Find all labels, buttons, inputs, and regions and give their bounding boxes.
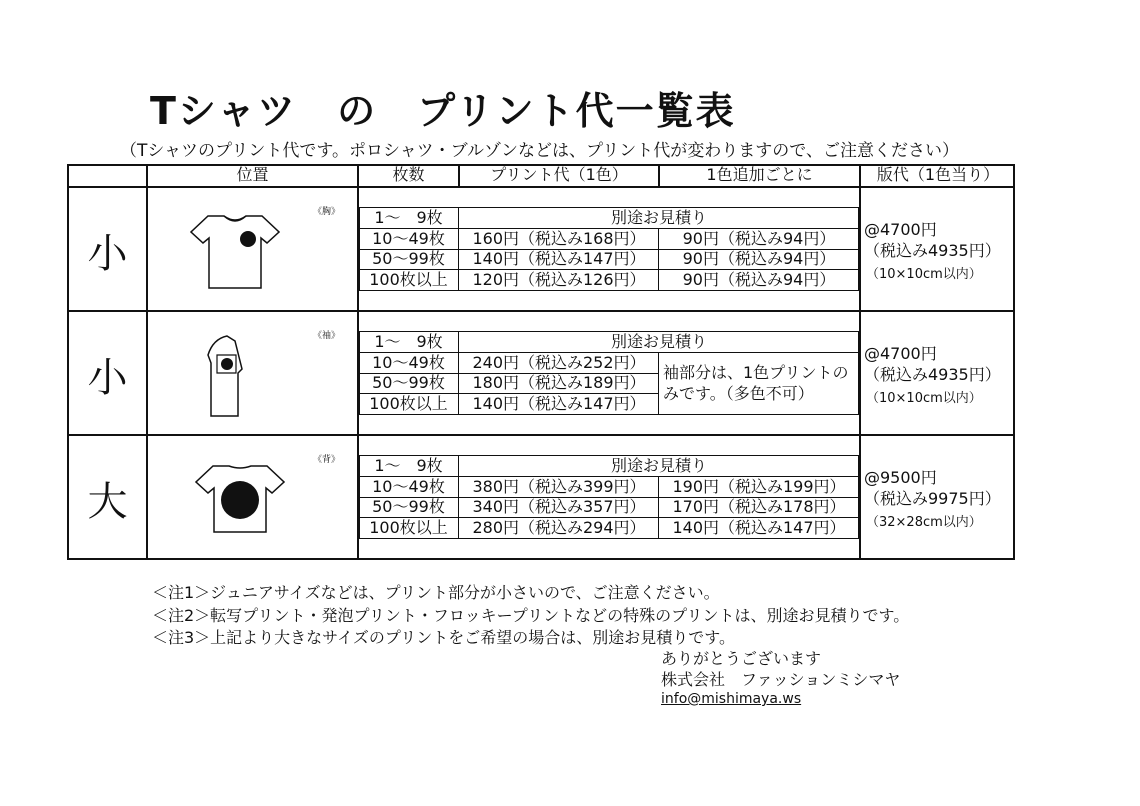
plate-price-tax: （税込み4935円） [864, 365, 1001, 384]
additional-cell: 90円（税込み94円） [682, 249, 836, 268]
estimate-cell: 別途お見積り [610, 456, 707, 475]
qty-cell: 10～49枚 [372, 353, 445, 372]
qty-cell: 100枚以上 [369, 518, 448, 537]
qty-cell: 1～ 9枚 [374, 456, 443, 475]
additional-cell: 90円（税込み94円） [682, 229, 836, 248]
document-subtitle: （Tシャツのプリント代です。ポロシャツ・ブルゾンなどは、プリント代が変わりますので、ご注意ください） [120, 141, 959, 161]
price-cell: 140円（税込み147円） [472, 394, 646, 413]
email-link[interactable]: info@mishimaya.ws [661, 691, 802, 707]
header-print-fee: プリント代（1色） [490, 165, 628, 184]
document-title: Tシャツ の プリント代一覧表 [150, 89, 736, 133]
price-cell: 380円（税込み399円） [472, 477, 646, 496]
price-cell: 120円（税込み126円） [472, 270, 646, 289]
additional-cell: 190円（税込み199円） [672, 477, 846, 496]
position-label: 《袖》 [313, 331, 341, 341]
price-cell: 340円（税込み357円） [472, 497, 646, 516]
header-quantity: 枚数 [392, 165, 425, 184]
estimate-cell: 別途お見積り [610, 332, 707, 351]
price-cell: 140円（税込み147円） [472, 249, 646, 268]
header-position: 位置 [236, 165, 269, 184]
section-size-label: 小 [87, 231, 128, 277]
qty-cell: 1～ 9枚 [374, 208, 443, 227]
plate-size: （10×10cm以内） [866, 267, 982, 282]
additional-cell: 140円（税込み147円） [672, 518, 846, 537]
plate-price: @4700円 [864, 344, 937, 363]
qty-cell: 1～ 9枚 [374, 332, 443, 351]
header-plate-fee: 版代（1色当り） [876, 165, 1000, 184]
price-cell: 280円（税込み294円） [472, 518, 646, 537]
header-additional-color: 1色追加ごとに [706, 165, 813, 184]
thanks-text: ありがとうございます [661, 649, 822, 668]
qty-cell: 50～99枚 [372, 249, 445, 268]
qty-cell: 50～99枚 [372, 373, 445, 392]
qty-cell: 100枚以上 [369, 394, 448, 413]
plate-size: （32×28cm以内） [866, 515, 982, 530]
additional-cell: 170円（税込み178円） [672, 497, 846, 516]
plate-price: @4700円 [864, 220, 937, 239]
plate-price-tax: （税込み9975円） [864, 489, 1001, 508]
plate-price-tax: （税込み4935円） [864, 241, 1001, 260]
plate-size: （10×10cm以内） [866, 391, 982, 406]
note-3: ＜注3＞上記より大きなサイズのプリントをご希望の場合は、別途お見積りです。 [152, 628, 735, 647]
additional-cell: 90円（税込み94円） [682, 270, 836, 289]
estimate-cell: 別途お見積り [610, 208, 707, 227]
plate-price: @9500円 [864, 468, 937, 487]
tshirt-side-sleeve-icon [205, 333, 245, 419]
section-size-label: 小 [87, 355, 128, 401]
price-cell: 160円（税込み168円） [472, 229, 646, 248]
qty-cell: 100枚以上 [369, 270, 448, 289]
tshirt-back-icon [195, 462, 285, 536]
price-cell: 180円（税込み189円） [472, 373, 646, 392]
tshirt-front-chest-icon [190, 212, 280, 292]
qty-cell: 10～49枚 [372, 477, 445, 496]
sleeve-note: 袖部分は、1色プリントのみです。（多色不可） [663, 363, 849, 403]
section-size-label: 大 [87, 479, 128, 525]
qty-cell: 10～49枚 [372, 229, 445, 248]
note-2: ＜注2＞転写プリント・発泡プリント・フロッキープリントなどの特殊のプリントは、別途お見積りです。 [152, 606, 910, 625]
price-cell: 240円（税込み252円） [472, 353, 646, 372]
position-label: 《背》 [313, 455, 341, 465]
company-name: 株式会社 ファッションミシマヤ [661, 670, 901, 689]
note-1: ＜注1＞ジュニアサイズなどは、プリント部分が小さいので、ご注意ください。 [152, 583, 720, 602]
qty-cell: 50～99枚 [372, 497, 445, 516]
position-label: 《胸》 [313, 207, 341, 217]
